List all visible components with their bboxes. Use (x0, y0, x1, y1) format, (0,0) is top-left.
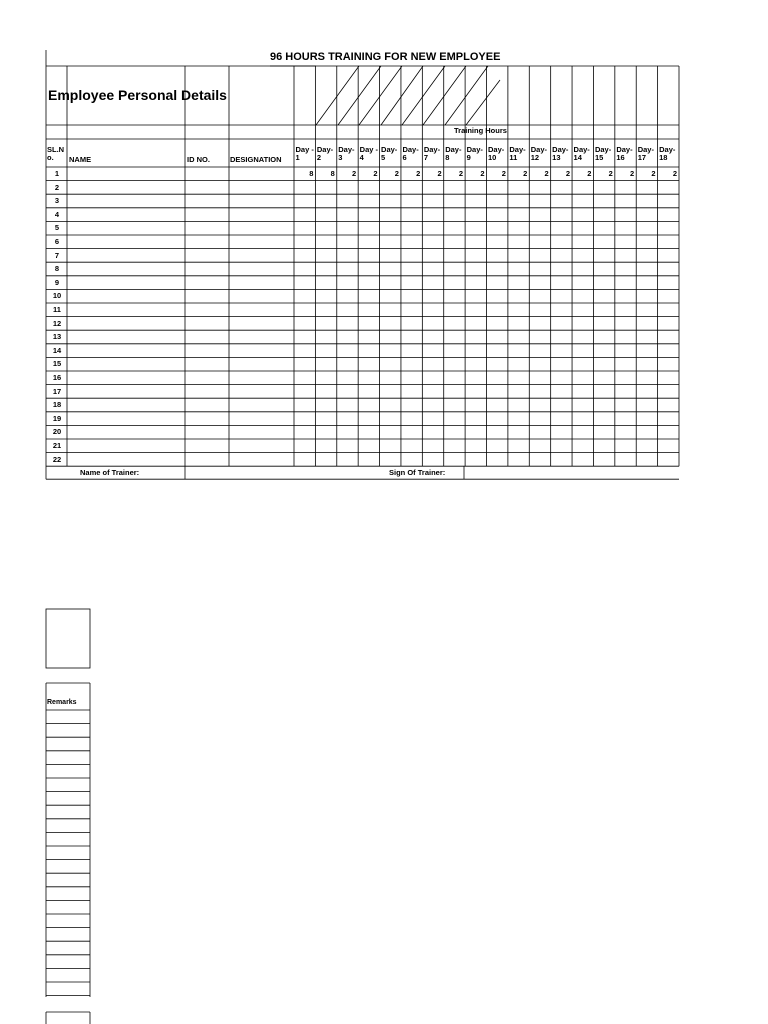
training-hours-cell: 2 (501, 169, 506, 178)
day-header: Day- 18 (659, 145, 676, 162)
row-number: 7 (54, 250, 60, 260)
day-header: Day- 9 (466, 145, 483, 162)
row-number: 17 (52, 386, 62, 396)
training-hours-cell: 2 (523, 169, 528, 178)
row-number: 1 (54, 169, 60, 178)
training-hours-cell: 2 (544, 169, 549, 178)
training-hours-cell: 2 (565, 169, 571, 178)
sheet-title: 96 HOURS TRAINING FOR NEW EMPLOYEE (270, 51, 501, 63)
training-hours-cell: 2 (480, 169, 485, 178)
remarks-label: Remarks (47, 699, 77, 706)
training-hours-cell: 2 (672, 169, 677, 178)
header-hatch-line (402, 66, 445, 125)
header-hatch-line (316, 66, 359, 125)
day-header: Day- 5 (381, 145, 398, 162)
day-header: Day- 13 (552, 145, 569, 162)
sl-no-header: SL.N o. (47, 145, 65, 162)
row-number: 3 (54, 196, 60, 206)
row-number: 6 (54, 237, 60, 246)
day-header: Day- 15 (594, 145, 612, 162)
row-number: 8 (54, 264, 60, 274)
row-number: 13 (52, 332, 62, 342)
row-number: 12 (52, 318, 62, 328)
day-header: Day- 6 (402, 145, 419, 162)
day-header: Day- 11 (509, 145, 526, 162)
day-header: Day- 17 (637, 145, 654, 162)
training-hours-cell: 2 (651, 169, 656, 178)
row-number: 16 (52, 373, 62, 382)
day-header: Day- 12 (530, 145, 548, 162)
training-hours-label: Training Hours (454, 126, 507, 135)
training-hours-cell: 8 (330, 169, 335, 178)
header-hatch-line (445, 66, 488, 125)
row-number: 20 (52, 427, 62, 437)
header-hatch-line (359, 66, 402, 125)
day-header: Day- 3 (338, 145, 355, 162)
training-hours-cell: 2 (373, 169, 378, 178)
header-hatch-line (466, 80, 500, 125)
row-number: 21 (52, 441, 62, 450)
row-number: 4 (54, 209, 60, 219)
day-header: Day- 7 (423, 145, 441, 162)
row-number: 19 (52, 413, 62, 423)
day-header: Day- 2 (316, 145, 334, 162)
designation-header: DESIGNATION (230, 155, 282, 164)
training-hours-cell: 2 (608, 169, 613, 178)
row-number: 9 (54, 277, 60, 287)
training-hours-cell: 8 (309, 169, 314, 178)
header-hatch-line (381, 66, 423, 125)
row-number: 22 (52, 454, 62, 464)
trainer-name-label: Name of Trainer: (80, 468, 140, 478)
remarks-top-box (46, 609, 90, 668)
row-number: 10 (52, 291, 62, 301)
day-header: Day- 14 (573, 145, 590, 162)
training-hours-cell: 2 (351, 169, 357, 178)
header-hatch-line (423, 66, 466, 125)
day-header: Day- 8 (445, 145, 462, 162)
name-header: NAME (69, 155, 92, 164)
row-number: 18 (52, 400, 62, 410)
section-heading: Employee Personal Details (48, 87, 227, 103)
training-hours-cell: 2 (587, 169, 592, 178)
row-number: 15 (52, 359, 62, 369)
row-number: 14 (52, 345, 62, 355)
day-header: Day -4 (359, 145, 378, 162)
day-header: Day- 16 (616, 145, 633, 162)
row-number: 5 (54, 223, 60, 233)
id-no-header: ID NO. (187, 155, 210, 164)
day-header: Day- 10 (488, 145, 505, 162)
row-number: 2 (54, 182, 60, 192)
training-hours-cell: 2 (416, 169, 421, 178)
training-hours-cell: 2 (630, 169, 635, 178)
training-hours-cell: 2 (458, 169, 464, 178)
training-hours-cell: 2 (437, 169, 442, 178)
trainer-sign-label: Sign Of Trainer: (389, 468, 446, 478)
day-header: Day -1 (295, 145, 314, 162)
training-hours-cell: 2 (394, 169, 399, 178)
header-hatch-line (338, 66, 381, 125)
row-number: 11 (53, 305, 61, 314)
